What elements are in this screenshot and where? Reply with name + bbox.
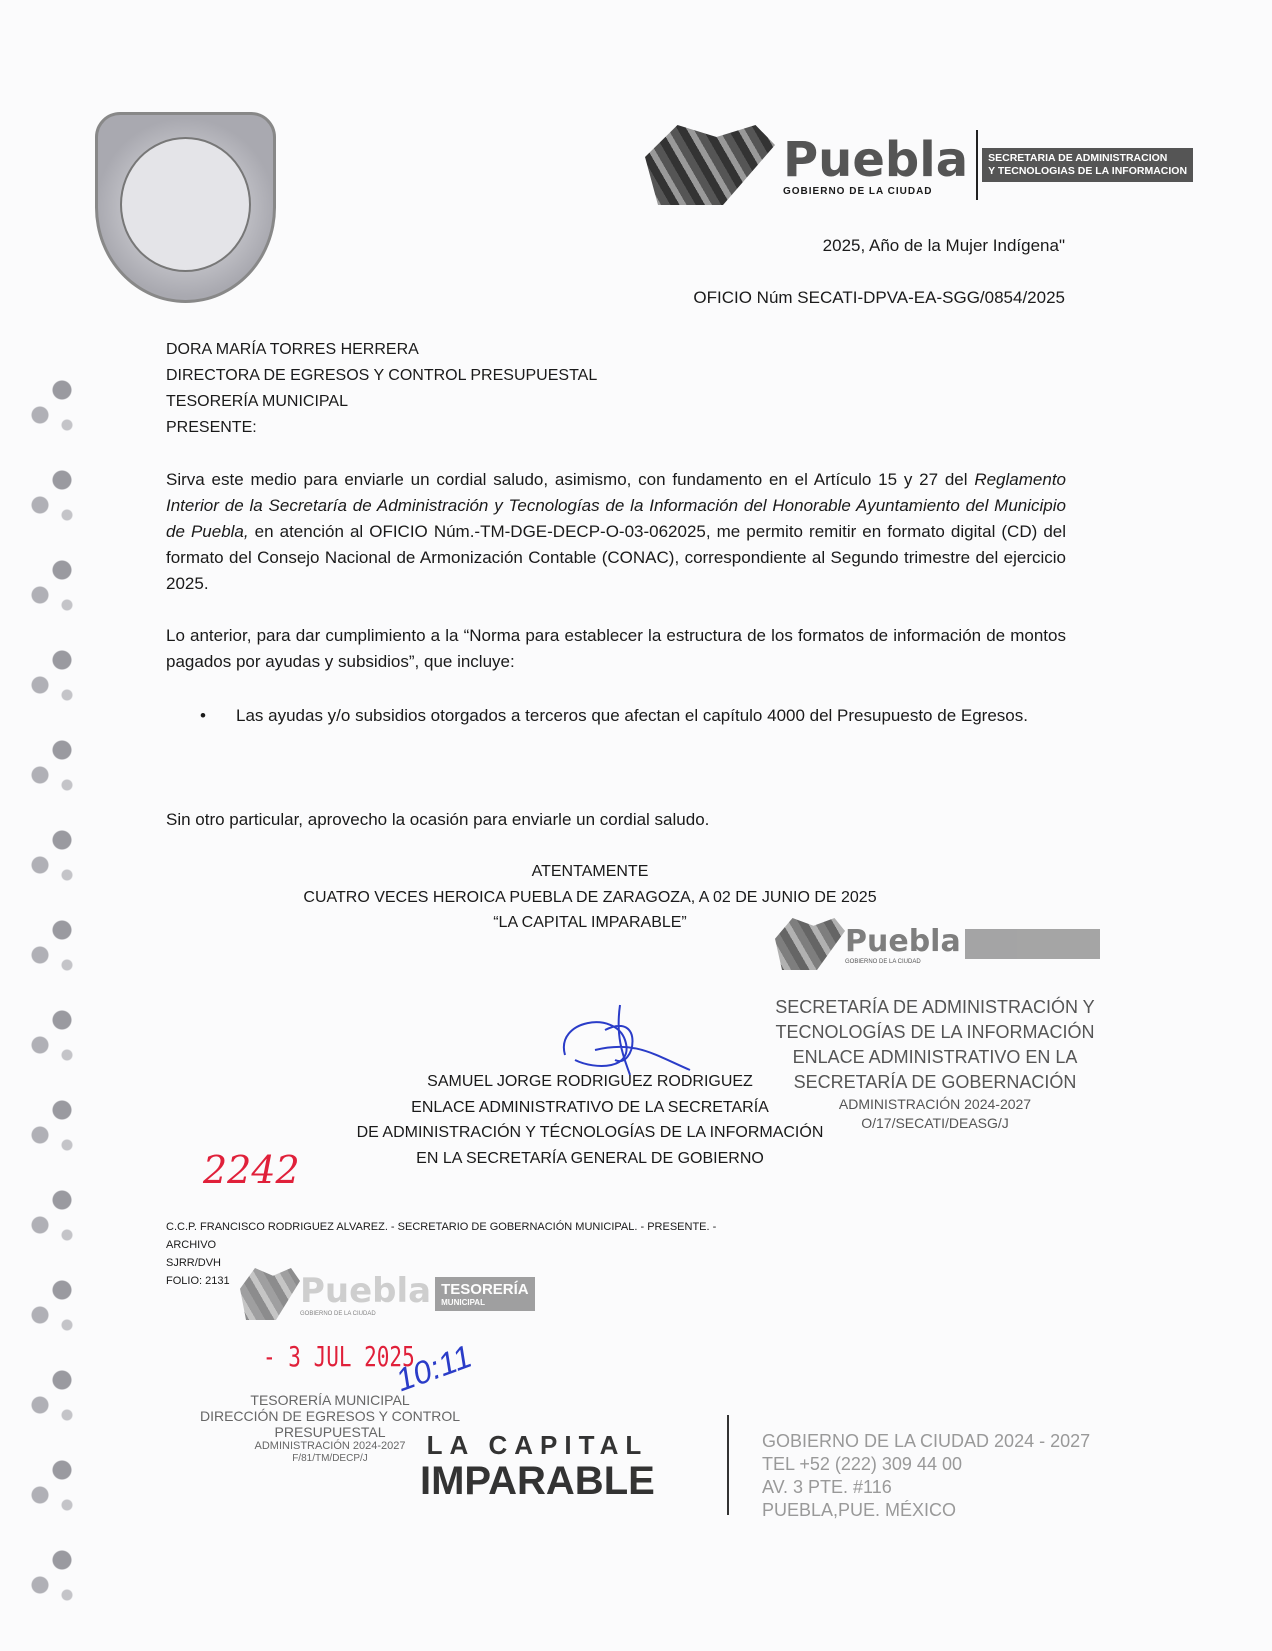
oficio-number: OFICIO Núm SECATI-DPVA-EA-SGG/0854/2025 [693, 288, 1065, 307]
received-time-handwritten: 10:11 [391, 1337, 477, 1399]
ccp-block: C.C.P. FRANCISCO RODRIGUEZ ALVAREZ. - SECRETARIO DE GOBERNACIÓN MUNICIPAL. - PRESENTE. - ARCHIVO SJRR/DVH FOLIO: 2131 [166, 1221, 717, 1287]
paragraph-2: Lo anterior, para dar cumplimiento a la “Norma para establecer la estructura de los formatos de información de montos pagados por ayudas y subsidios”, que incluye: [166, 626, 1066, 671]
secati-stamp-logo: Puebla GOBIERNO DE LA CIUDAD [775, 918, 1100, 970]
brand-name: Puebla [783, 131, 969, 188]
signer-block: SAMUEL JORGE RODRIGUEZ RODRIGUEZ ENLACE ADMINISTRATIVO DE LA SECRETARÍA DE ADMINISTRACIÓN Y TÉCNOLOGÍAS DE LA INFORMACIÓN EN LA SECRETARÍA GENERAL DE GOBIERNO [356, 1073, 824, 1167]
puebla-logo-icon [645, 125, 775, 205]
received-date-stamp: - 3 JUL 2025 [263, 1340, 415, 1373]
footer-contact: GOBIERNO DE LA CIUDAD 2024 - 2027 TEL +52 (222) 309 44 00 AV. 3 PTE. #116 PUEBLA,PUE. MÉXICO [762, 1431, 1091, 1520]
brand-sub: GOBIERNO DE LA CIUDAD [783, 185, 933, 197]
addressee-block: DORA MARÍA TORRES HERRERA DIRECTORA DE EGRESOS Y CONTROL PRESUPUESTAL TESORERÍA MUNICIPAL PRESENTE: [166, 341, 598, 436]
bullet-item: • Las ayudas y/o subsidios otorgados a terceros que afectan el capítulo 4000 del Presupuesto de Egresos. [200, 706, 1028, 725]
closing-line: Sin otro particular, aprovecho la ocasión para enviarle un cordial saludo. [166, 810, 710, 829]
tesoreria-stamp-logo: Puebla GOBIERNO DE LA CIUDAD TESORERÍA MUNICIPAL [240, 1268, 535, 1320]
signoff-block: ATENTAMENTE CUATRO VECES HEROICA PUEBLA DE ZARAGOZA, A 02 DE JUNIO DE 2025 “LA CAPITAL IMPARABLE” [303, 863, 877, 931]
decorative-left-border [22, 370, 82, 1640]
handwritten-folio: 2242 [203, 1148, 300, 1192]
secati-stamp-text: SECRETARÍA DE ADMINISTRACIÓN Y TECNOLOGÍAS DE LA INFORMACIÓN ENLACE ADMINISTRATIVO EN LA SECRETARÍA DE GOBERNACIÓN ADMINISTRACIÓN 2024-2027 O/17/SECATI/DEASG/J [775, 997, 1095, 1131]
year-motto: 2025, Año de la Mujer Indígena" [822, 236, 1065, 255]
signature-icon [555, 1000, 695, 1080]
paragraph-1: Sirva este medio para enviarle un cordial saludo, asimismo, con fundamento en el Artículo 15 y 27 del Reglamento Interior de la Secretaría de Administración y Tecnologías de la Información del Honorable Ayuntamiento del Municipio de Puebla, en atención al OFICIO Núm.-TM-DGE-DECP-O-03-062025, me permito remitir en formato digital (CD) del formato del Consejo Nacional de Armonización Contable (CONAC), correspondiente al Segundo trimestre del ejercicio 2025. [166, 470, 1067, 593]
footer-divider [727, 1415, 729, 1515]
tesoreria-stamp-text: TESORERÍA MUNICIPAL DIRECCIÓN DE EGRESOS Y CONTROL PRESUPUESTAL ADMINISTRACIÓN 2024-2027 F/81/TM/DECP/J [199, 1392, 461, 1464]
footer-slogan: LA CAPITAL IMPARABLE [420, 1430, 655, 1503]
department-box: SECRETARIA DE ADMINISTRACION Y TECNOLOGIAS DE LA INFORMACION [982, 148, 1193, 182]
municipal-seal [95, 112, 276, 303]
header-logo [645, 125, 1193, 205]
